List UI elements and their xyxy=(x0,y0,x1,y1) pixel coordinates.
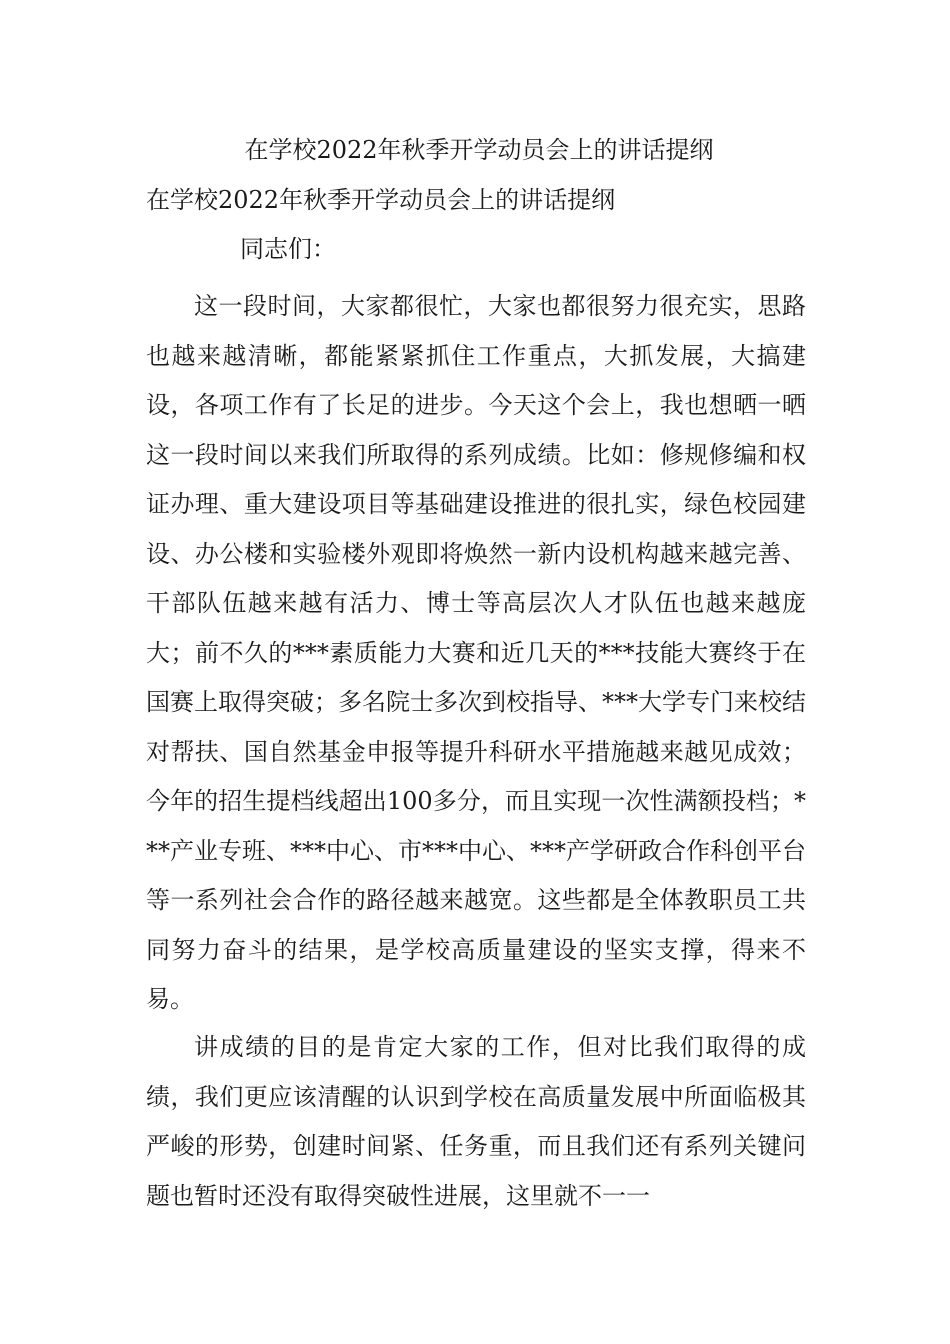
document-subtitle: 在学校2022年秋季开学动员会上的讲话提纲 xyxy=(146,186,616,214)
salutation: 同志们： xyxy=(240,235,336,263)
paragraph-achievements: 这一段时间，大家都很忙，大家也都很努力很充实，思路也越来越清晰，都能紧紧抓住工作重点，大抓发展，大搞建设，各项工作有了长足的进步。今天这个会上，我也想晒一晒这一段时间以来我们所取得的系列成绩。比如：修规修编和权证办理、重大建设项目等基础建设推进的很扎实，绿色校园建设、办公楼和实验楼外观即将焕然一新内设机构越来越完善、干部队伍越来越有活力、博士等高层次人才队伍也越来越庞大；前不久的***素质能力大赛和近几天的***技能大赛终于在国赛上取得突破；多名院士多次到校指导、***大学专门来校结对帮扶、国自然基金申报等提升科研水平措施越来越见成效；今年的招生提档线超出100多分，而且实现一次性满额投档；***产业专班、***中心、市***中心、***产学研政合作科创平台等一系列社会合作的路径越来越宽。这些都是全体教职员工共同努力奋斗的结果，是学校高质量建设的坚实支撑，得来不易。 xyxy=(146,292,806,1013)
paragraph-challenges: 讲成绩的目的是肯定大家的工作，但对比我们取得的成绩，我们更应该清醒的认识到学校在高质量发展中所面临极其严峻的形势，创建时间紧、任务重，而且我们还有系列关键问题也暂时还没有取得突破性进展，这里就不一一 xyxy=(146,1033,806,1210)
document-title: 在学校2022年秋季开学动员会上的讲话提纲 xyxy=(244,136,714,164)
